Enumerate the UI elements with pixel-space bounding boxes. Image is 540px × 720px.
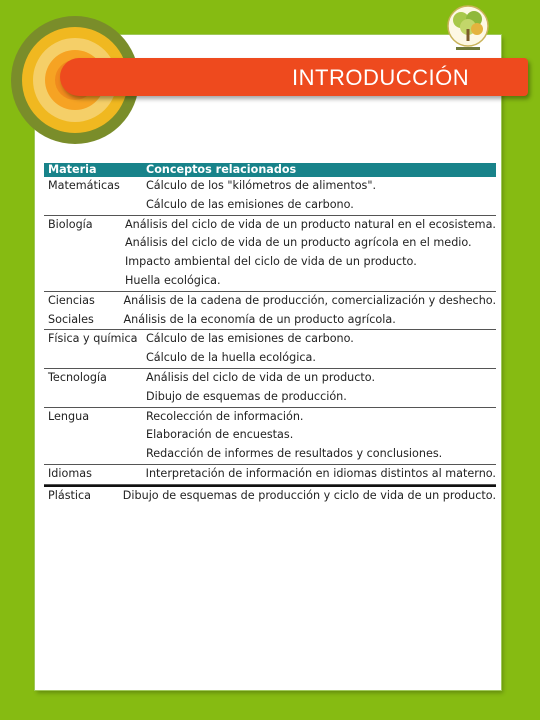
concept-item: Redacción de informes de resultados y conclusiones. — [146, 447, 443, 461]
concept-item: Interpretación de información en idiomas distintos al materno. — [145, 466, 496, 480]
subject-cell: Idiomas — [48, 466, 92, 480]
concepts-cell — [125, 216, 496, 291]
subject-cell: Ciencias Sociales — [48, 293, 95, 326]
concept-item: Análisis del ciclo de vida de un producto. — [146, 370, 375, 384]
table-row — [44, 465, 496, 485]
table-row — [44, 216, 496, 292]
concepts-cell — [146, 465, 496, 484]
concepts-cell — [146, 369, 496, 407]
subject-cell: Plástica — [48, 488, 92, 502]
concept-item: Cálculo de los "kilómetros de alimentos". — [146, 179, 377, 192]
header-subject: Materia — [48, 163, 97, 176]
table-row — [44, 369, 496, 408]
concepts-cell — [123, 487, 496, 506]
page-title: INTRODUCCIÓN — [292, 65, 470, 90]
subject-cell: Física y química — [48, 332, 138, 346]
concept-item: Cálculo de las emisiones de carbono. — [146, 332, 354, 346]
subject-cell: Matemáticas — [48, 179, 120, 192]
concept-item: Análisis de la economía de un producto agrícola. — [123, 312, 396, 326]
concept-item: Dibujo de esquemas de producción. — [146, 389, 347, 403]
subjects-table — [44, 163, 496, 506]
concept-item: Análisis de la cadena de producción, comercialización y deshecho. — [123, 293, 496, 307]
concepts-cell — [146, 408, 496, 464]
concept-item: Impacto ambiental del ciclo de vida de un producto. — [124, 255, 417, 269]
table-row — [44, 408, 496, 465]
subject-cell: Lengua — [48, 409, 90, 423]
concepts-cell — [123, 292, 496, 330]
concept-item: Análisis del ciclo de vida de un producto natural en el ecosistema. — [124, 217, 496, 231]
concept-item: Elaboración de encuestas. — [146, 428, 294, 442]
table-row — [44, 292, 496, 331]
concept-item: Recolección de información. — [146, 409, 304, 423]
subject-cell: Tecnología — [48, 370, 107, 384]
table-header — [44, 163, 496, 177]
concept-item: Huella ecológica. — [124, 273, 221, 287]
table-row — [44, 485, 496, 506]
table-row — [44, 177, 496, 216]
concept-item: Análisis del ciclo de vida de un producto agrícola en el medio. — [124, 236, 472, 250]
concept-item: Cálculo de las emisiones de carbono. — [146, 197, 354, 211]
subject-cell: Biología — [48, 217, 93, 231]
tree-logo-icon — [444, 5, 492, 53]
header-concepts: Conceptos relacionados — [146, 163, 297, 176]
concepts-cell — [146, 177, 496, 215]
concept-item: Cálculo de la huella ecológica. — [146, 351, 316, 365]
concepts-cell — [146, 330, 496, 368]
concept-item: Dibujo de esquemas de producción y ciclo de vida de un producto. — [122, 488, 496, 502]
table-row — [44, 330, 496, 369]
